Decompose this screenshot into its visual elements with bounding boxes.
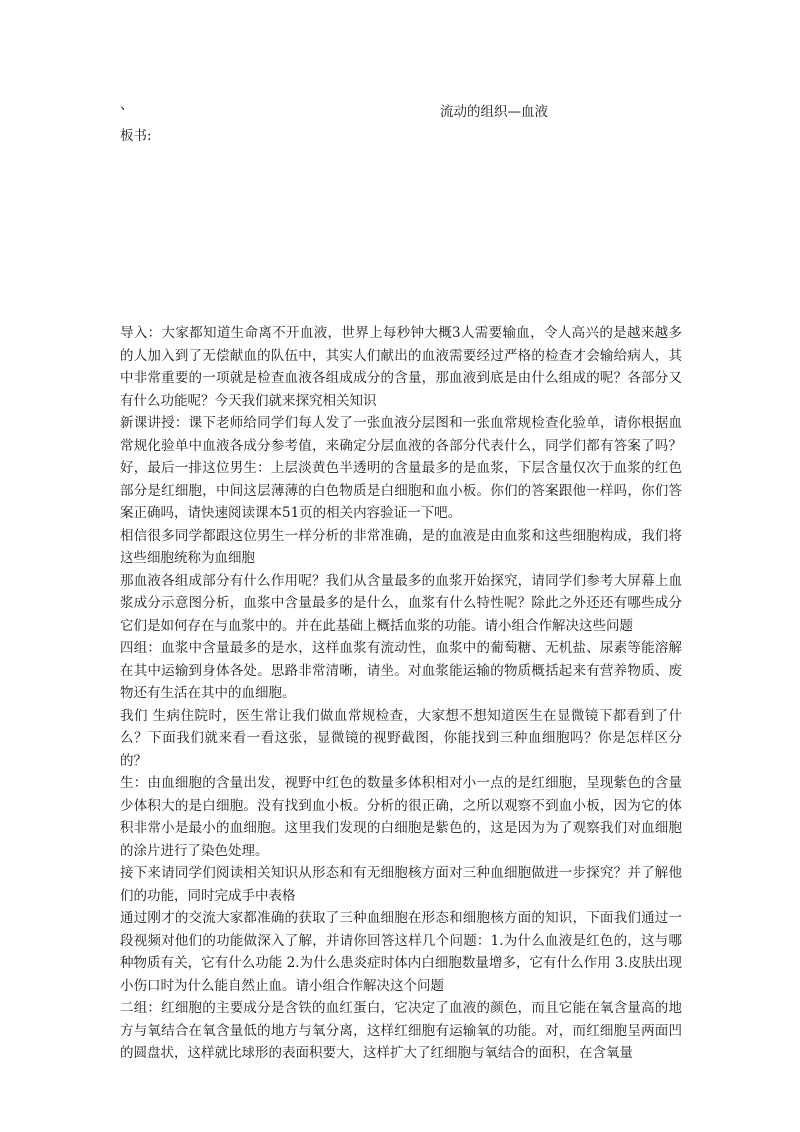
paragraph-blood-cells: 相信很多同学都跟这位男生一样分析的非常准确，是的血液是由血浆和这些细胞构成，我们将这些细胞统称为血细胞 [120, 527, 682, 566]
paragraph-reading-task: 接下来请同学们阅读相关知识从形态和有无细胞核方面对三种血细胞做进一步探究？并了解他们的功能，同时完成手中表格 [120, 865, 682, 904]
paragraph-video-questions: 通过刚才的交流大家都准确的获取了三种血细胞在形态和细胞核方面的知识，下面我们通过一段视频对他们的功能做深入了解，并请你回答这样几个问题：1.为什么血液是红色的，这与哪种物质有关，它有什么功能 2.为什么患炎症时体内白细胞数量增多，它有什么作用 3.皮肤出现小伤口时为什么能自然止血。请小组合作解决这个问题 [120, 910, 682, 994]
page-title: 流动的组织—血液 [440, 104, 548, 120]
body-text [120, 322, 682, 1065]
board-label: 板书: [120, 128, 152, 144]
paragraph-student-answer: 生：由血细胞的含量出发，视野中红色的数量多体积相对小一点的是红细胞，呈现紫色的含量少体积大的是白细胞。没有找到血小板。分析的很正确，之所以观察不到血小板，因为它的体积非常小是最小的血细胞。这里我们发现的白细胞是紫色的，这是因为为了观察我们对血细胞的涂片进行了染色处理。 [120, 775, 682, 859]
paragraph-plasma-question: 那血液各组成部分有什么作用呢？我们从含量最多的血浆开始探究，请同学们参考大屏幕上血浆成分示意图分析，血浆中含量最多的是什么，血浆有什么特性呢？除此之外还还有哪些成分它们是如何存在与血浆中的。并在此基础上概括血浆的功能。请小组合作解决这些问题 [120, 572, 682, 634]
paragraph-intro: 导入：大家都知道生命离不开血液，世界上每秒钟大概3人需要输血，令人高兴的是越来越多的人加入到了无偿献血的队伍中，其实人们献出的血液需要经过严格的检查才会输给病人，其中非常重要的一项就是检查血液各组成成分的含量，那血液到底是由什么组成的呢？各部分又有什么功能呢？今天我们就来探究相关知识 [120, 325, 682, 409]
paragraph-group-four: 四组：血浆中含量最多的是水，这样血浆有流动性，血浆中的葡萄糖、无机盐、尿素等能溶解在其中运输到身体各处。思路非常清晰，请坐。对血浆能运输的物质概括起来有营养物质、废物还有生活在其中的血细胞。 [120, 640, 682, 701]
paragraph-new-lesson: 新课讲授：课下老师给同学们每人发了一张血液分层图和一张血常规检查化验单，请你根据血常规化验单中血液各成分参考值，来确定分层血液的各部分代表什么，同学们都有答案了吗？好，最后一排这位男生：上层淡黄色半透明的含量最多的是血浆，下层含量仅次于血浆的红色部分是红细胞，中间这层薄薄的白色物质是白细胞和血小板。你们的答案跟他一样吗，你们答案正确吗，请快速阅读课本51页的相关内容验证一下吧。 [120, 415, 682, 521]
paragraph-group-two: 二组：红细胞的主要成分是含铁的血红蛋白，它决定了血液的颜色，而且它能在氧含量高的地方与氧结合在氧含量低的地方与氧分离，这样红细胞有运输氧的功能。对，而红细胞呈两面凹的圆盘状，这样就比球形的表面积要大，这样扩大了红细胞与氧结合的面积，在含氧量 [120, 1000, 682, 1061]
paragraph-microscope: 我们 生病住院时，医生常让我们做血常规检查，大家想不想知道医生在显微镜下都看到了什么？下面我们就来看一看这张，显微镜的视野截图，你能找到三种血细胞吗？你是怎样区分的？ [120, 707, 682, 769]
list-mark: 、 [120, 97, 134, 113]
